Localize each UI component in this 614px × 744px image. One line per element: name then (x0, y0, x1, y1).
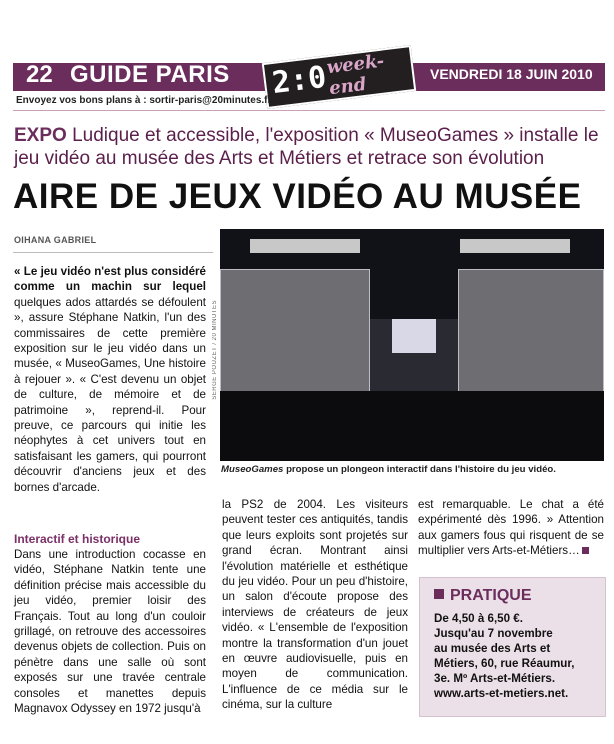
article-column-2: la PS2 de 2004. Les visiteurs peuvent tester ces antiquités, tandis que leurs exploits sont projetés sur grand écran. Montrant ainsi l'évolution matérielle et esthétique du jeu vidéo. Pour un peu d'histoire, un salon d'écoute propose des interviews de créateurs de jeux vidéo. « L'ensemble de l'exposition montre la transformation d'un jouet en œuvre audiovisuelle, puis en moyen de communication. L'influence de ce média sur le cinéma, sur la culture (222, 498, 408, 712)
20minutes-weekend-logo (262, 45, 416, 109)
kicker-text: Ludique et accessible, l'exposition « MuseoGames » installe le jeu vidéo au musée des Arts et Métiers et retrace son évolution (14, 125, 599, 169)
caption-text: propose un plongeon interactif dans l'histoire du jeu vidéo. (286, 464, 556, 475)
photo-light (460, 239, 570, 253)
info-line: Métiers, 60, rue Réaumur, (434, 657, 575, 670)
info-box-title (434, 587, 531, 605)
info-box-title-text: PRATIQUE (450, 587, 532, 604)
logo-tag: week-end (325, 50, 386, 100)
contact-line: Envoyez vos bons plans à : sortir-paris@20minutes.fr (16, 95, 272, 106)
article-column-1b: Dans une introduction cocasse en vidéo, Stéphane Natkin tente une définition précise mais accessible du jeu vidéo, premier loisir des Français. Tout au long d'un couloir grillagé, on retrouve des accessoires devenus objets de collection. Puis on pénètre dans une salle où sont exposés sur une travée centrale consoles et manettes depuis Magnavox Odyssey en 1972 jusqu'à (14, 548, 206, 716)
info-line: De 4,50 à 6,50 €. (434, 612, 523, 625)
article-lead: « Le jeu vidéo n'est plus considéré comme un machin sur lequel (14, 265, 206, 294)
photo-light (250, 239, 360, 253)
photo-screen (392, 319, 436, 353)
info-box-body (434, 611, 599, 701)
exhibition-photo (220, 229, 604, 461)
issue-date: VENDREDI 18 JUIN 2010 (430, 66, 593, 82)
logo-number: 2:0 (270, 59, 329, 102)
page-number: 22 (26, 61, 53, 88)
info-line[interactable]: www.arts-et-metiers.net. (434, 687, 569, 700)
photo-caption (221, 464, 601, 476)
info-line: au musée des Arts et (434, 642, 551, 655)
divider (13, 110, 605, 111)
article-column-1 (14, 264, 206, 495)
headline: AIRE DE JEUX VIDÉO AU MUSÉE (13, 177, 582, 216)
kicker-label: EXPO (14, 125, 67, 146)
end-mark-icon (582, 547, 589, 554)
caption-title: MuseoGames (221, 464, 284, 475)
divider (13, 252, 213, 253)
photo-credit: SERGE POUZET / 20 MINUTES (212, 300, 218, 400)
article-text: quelques ados attardés se défoulent », assure Stéphane Natkin, l'un des commissaires de cette première exposition sur le jeu vidéo dans un musée, « MuseoGames, Une histoire à rejouer ». « C'est devenu un objet de culture, de mémoire et de patrimoine », reprend-il. Pour preuve, ce parcours qui initie les néophytes à cet univers tout en satisfaisant les gamers, qui pourront découvrir d'anciens jeux et des bornes d'arcade. (14, 295, 206, 494)
info-line: 3e. Mº Arts-et-Métiers. (434, 672, 556, 685)
photo-display-shelf (458, 269, 604, 409)
subhead: Interactif et historique (14, 532, 141, 546)
info-line: Jusqu'au 7 novembre (434, 627, 553, 640)
article-kicker (14, 124, 604, 170)
photo-floor (220, 391, 604, 461)
article-text: est remarquable. Le chat a été expérimenté dès 1996. » Attention aux gamers fous qui risquent de se multiplier vers Arts-et-Métiers… (418, 498, 604, 558)
section-title: GUIDE PARIS (70, 61, 230, 88)
square-bullet-icon (434, 589, 444, 599)
info-box (419, 577, 606, 717)
photo-display-shelf (220, 269, 370, 409)
byline: OIHANA GABRIEL (14, 235, 97, 245)
article-column-3 (418, 497, 604, 559)
